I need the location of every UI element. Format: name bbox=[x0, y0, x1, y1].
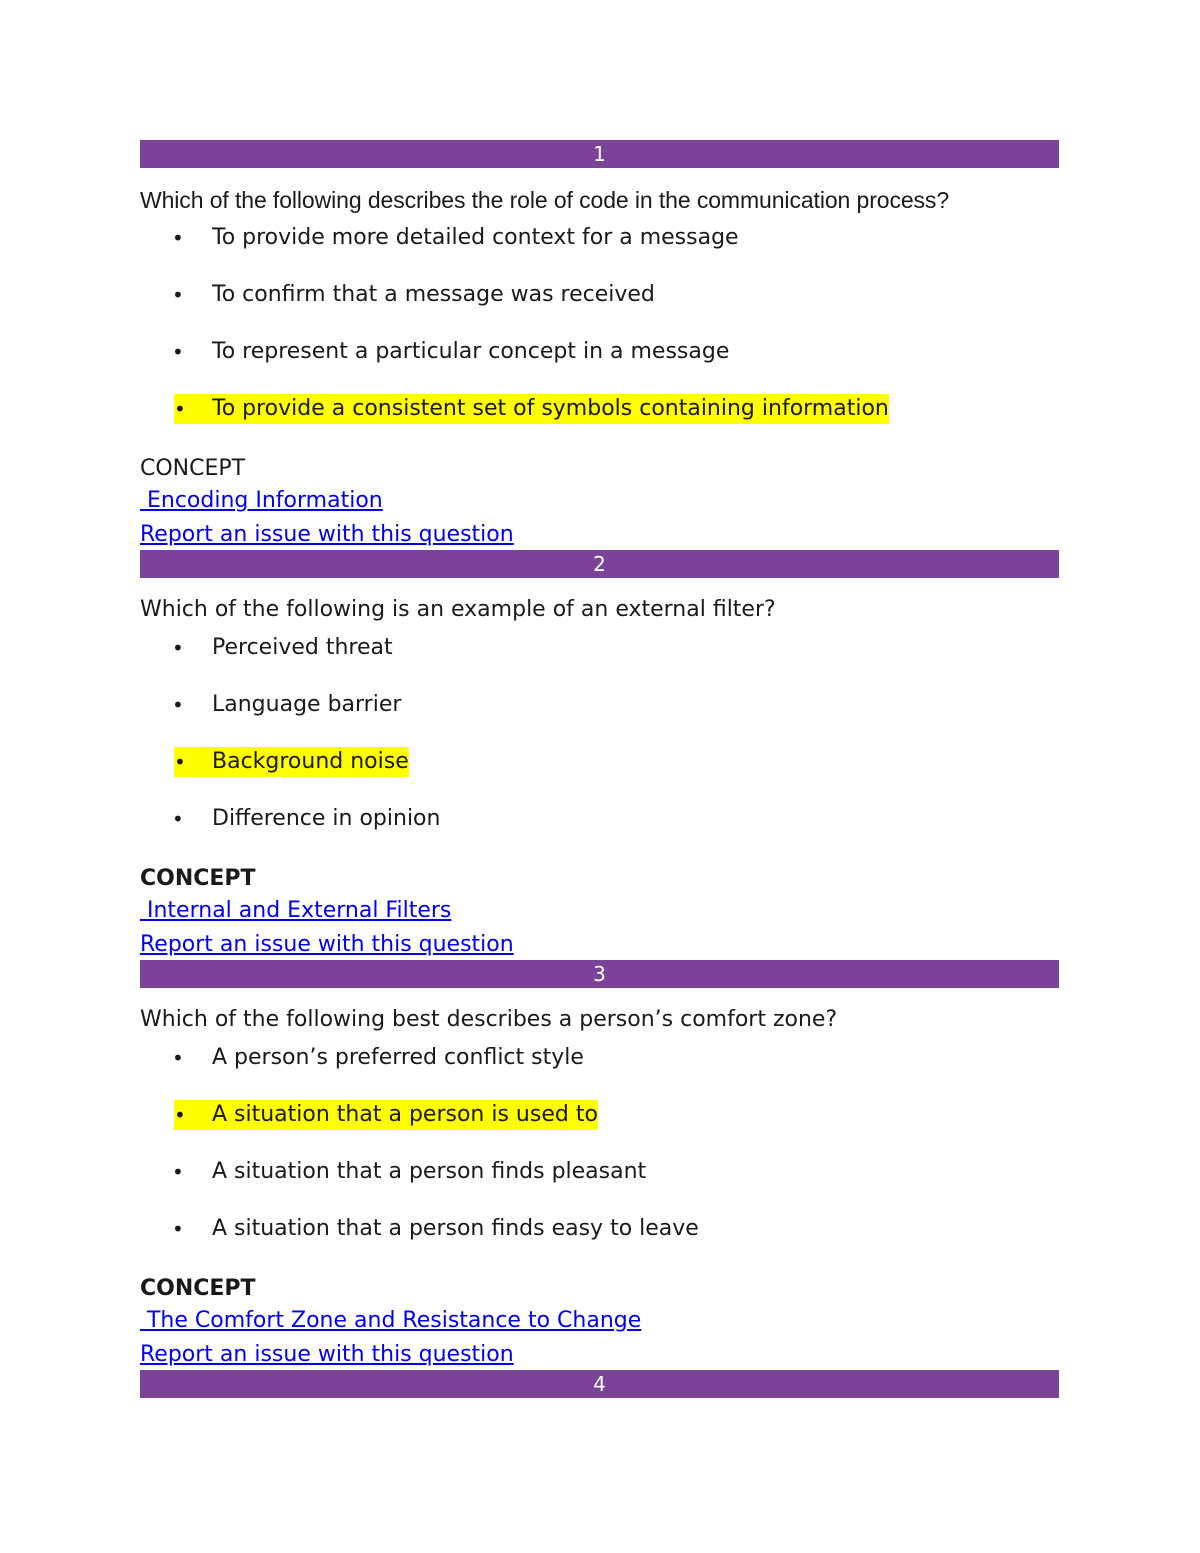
bullet-icon: • bbox=[172, 693, 184, 717]
answer-option[interactable] bbox=[140, 280, 1059, 337]
question-number-bar: 2 bbox=[140, 550, 1059, 578]
question-text: Which of the following best describes a person’s comfort zone? bbox=[140, 1007, 838, 1032]
answer-option[interactable] bbox=[140, 633, 1059, 690]
answer-option-text: Background noise bbox=[212, 747, 409, 777]
answer-option-text: A situation that a person finds easy to leave bbox=[212, 1216, 699, 1241]
answer-option-text: Language barrier bbox=[212, 692, 402, 717]
concept-link[interactable]: Internal and External Filters bbox=[140, 898, 452, 923]
report-issue-link[interactable]: Report an issue with this question bbox=[140, 932, 514, 957]
answer-option[interactable] bbox=[140, 223, 1059, 280]
answer-option-text: Perceived threat bbox=[212, 635, 393, 660]
answer-option-text: A situation that a person finds pleasant bbox=[212, 1159, 647, 1184]
bullet-icon: • bbox=[174, 747, 212, 777]
concept-label: CONCEPT bbox=[140, 456, 246, 481]
bullet-icon: • bbox=[172, 226, 184, 250]
answer-option-text: To represent a particular concept in a message bbox=[212, 339, 730, 364]
bullet-icon: • bbox=[172, 340, 184, 364]
bullet-icon: • bbox=[172, 1046, 184, 1070]
answer-options bbox=[140, 633, 1059, 861]
answer-option-text: A person’s preferred conflict style bbox=[212, 1045, 584, 1070]
question-section-3 bbox=[140, 960, 1059, 1372]
answer-option-text: To provide more detailed context for a message bbox=[212, 225, 739, 250]
report-issue-link[interactable]: Report an issue with this question bbox=[140, 1342, 514, 1367]
answer-option-correct[interactable] bbox=[140, 394, 1059, 451]
answer-options bbox=[140, 1043, 1059, 1271]
question-section-1 bbox=[140, 140, 1059, 552]
answer-option[interactable] bbox=[140, 337, 1059, 394]
concept-label: CONCEPT bbox=[140, 866, 256, 891]
report-issue-link[interactable]: Report an issue with this question bbox=[140, 522, 514, 547]
answer-option[interactable] bbox=[140, 1043, 1059, 1100]
document-page bbox=[140, 140, 1059, 1398]
question-section-4 bbox=[140, 1370, 1059, 1398]
answer-option[interactable] bbox=[140, 804, 1059, 861]
concept-label: CONCEPT bbox=[140, 1276, 256, 1301]
concept-link[interactable]: Encoding Information bbox=[140, 488, 383, 513]
answer-option-correct[interactable] bbox=[140, 1100, 1059, 1157]
bullet-icon: • bbox=[172, 1160, 184, 1184]
question-text: Which of the following is an example of an external filter? bbox=[140, 597, 776, 622]
question-number-bar: 1 bbox=[140, 140, 1059, 168]
question-section-2 bbox=[140, 550, 1059, 962]
bullet-icon: • bbox=[172, 636, 184, 660]
answer-option[interactable] bbox=[140, 690, 1059, 747]
bullet-icon: • bbox=[174, 394, 212, 424]
bullet-icon: • bbox=[172, 807, 184, 831]
concept-link[interactable]: The Comfort Zone and Resistance to Change bbox=[140, 1308, 642, 1333]
answer-option-text: To provide a consistent set of symbols containing information bbox=[212, 394, 889, 424]
question-number-bar: 4 bbox=[140, 1370, 1059, 1398]
answer-option-correct[interactable] bbox=[140, 747, 1059, 804]
answer-option[interactable] bbox=[140, 1214, 1059, 1271]
question-text: Which of the following describes the role of code in the communication process? bbox=[140, 187, 950, 213]
bullet-icon: • bbox=[172, 283, 184, 307]
answer-option-text: Difference in opinion bbox=[212, 806, 441, 831]
answer-option[interactable] bbox=[140, 1157, 1059, 1214]
answer-option-text: A situation that a person is used to bbox=[212, 1100, 598, 1130]
question-number-bar: 3 bbox=[140, 960, 1059, 988]
bullet-icon: • bbox=[174, 1100, 212, 1130]
answer-option-text: To confirm that a message was received bbox=[212, 282, 655, 307]
answer-options bbox=[140, 223, 1059, 451]
bullet-icon: • bbox=[172, 1217, 184, 1241]
